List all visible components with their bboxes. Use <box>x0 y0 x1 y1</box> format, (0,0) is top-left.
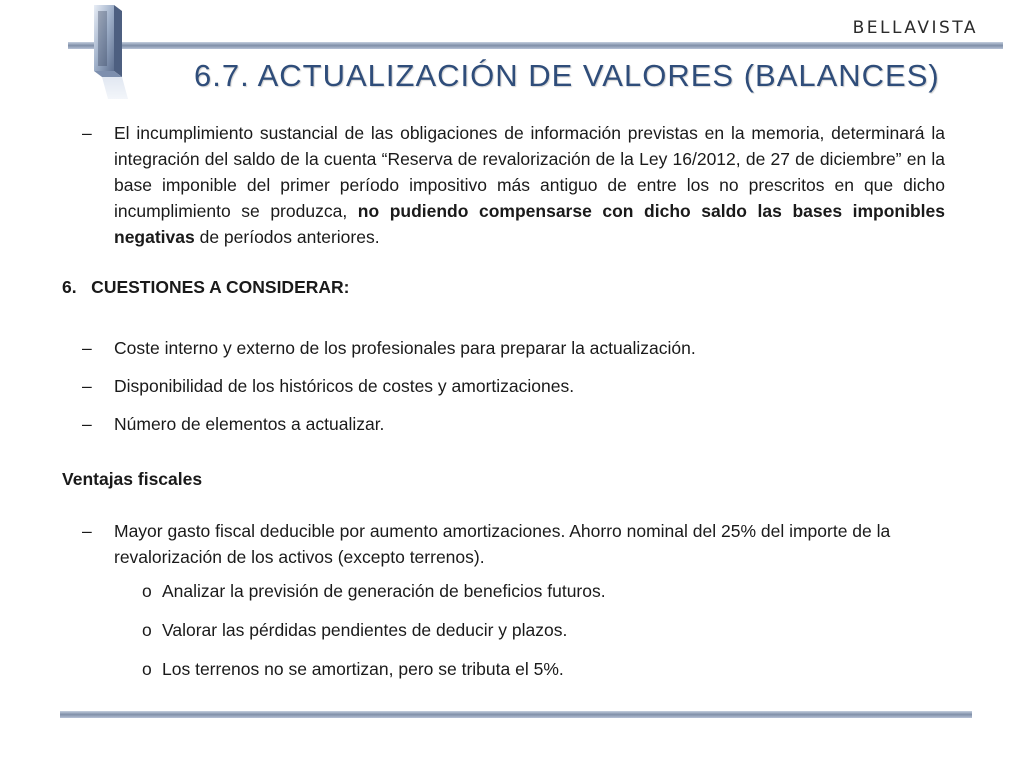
circle-bullet: o <box>142 581 152 601</box>
circle-bullet: o <box>142 620 152 640</box>
intro-text: El incumplimiento sustancial de las obligaciones de información previstas en la memoria, determinará la integración del saldo de la cuenta “Reserva de revalorización de la Ley 16/2012, de 27 de diciembre” en la base imponible del primer período impositivo más antiguo de entre los no prescritos en que dicho incumplimiento se produzca, <box>114 123 945 221</box>
circle-bullet: o <box>142 659 152 679</box>
intro-paragraph <box>62 120 947 250</box>
page-title: 6.7. ACTUALIZACIÓN DE VALORES (BALANCES) <box>194 58 940 93</box>
list-item-text: Coste interno y externo de los profesionales para preparar la actualización. <box>114 338 696 358</box>
ventajas-sub-list <box>62 578 947 695</box>
dash-bullet: – <box>82 376 92 396</box>
slide-body <box>62 120 947 695</box>
intro-bold-text: no pudiendo compensarse con dicho saldo las bases imponibles negativas <box>114 201 945 247</box>
cuestiones-list <box>62 335 947 449</box>
header-rule <box>68 42 1003 49</box>
dash-bullet: – <box>82 123 92 143</box>
list-item <box>62 335 947 373</box>
ventajas-main-item <box>62 518 944 570</box>
sub-list-item <box>62 578 947 617</box>
intro-text-end: de períodos anteriores. <box>194 227 380 247</box>
sub-list-item-text: Los terrenos no se amortizan, pero se tributa el 5%. <box>162 659 564 679</box>
sub-list-item <box>62 617 947 656</box>
brand-name: BELLAVISTA <box>852 18 978 38</box>
sub-list-item <box>62 656 947 695</box>
ventajas-main-text: Mayor gasto fiscal deducible por aumento amortizaciones. Ahorro nominal del 25% del importe de la revalorización de los activos (excepto terrenos). <box>114 521 891 567</box>
sub-list-item-text: Analizar la previsión de generación de beneficios futuros. <box>162 581 606 601</box>
list-item <box>62 373 947 411</box>
dash-bullet: – <box>82 521 92 541</box>
dash-bullet: – <box>82 414 92 434</box>
footer-rule <box>60 711 972 718</box>
dash-bullet: – <box>82 338 92 358</box>
list-item <box>62 411 947 449</box>
cuestiones-heading: 6. CUESTIONES A CONSIDERAR: <box>62 277 350 297</box>
sub-list-item-text: Valorar las pérdidas pendientes de deducir y plazos. <box>162 620 568 640</box>
list-item-text: Disponibilidad de los históricos de costes y amortizaciones. <box>114 376 575 396</box>
list-item-text: Número de elementos a actualizar. <box>114 414 385 434</box>
brand-logo-icon <box>88 3 134 99</box>
ventajas-heading: Ventajas fiscales <box>62 469 203 489</box>
